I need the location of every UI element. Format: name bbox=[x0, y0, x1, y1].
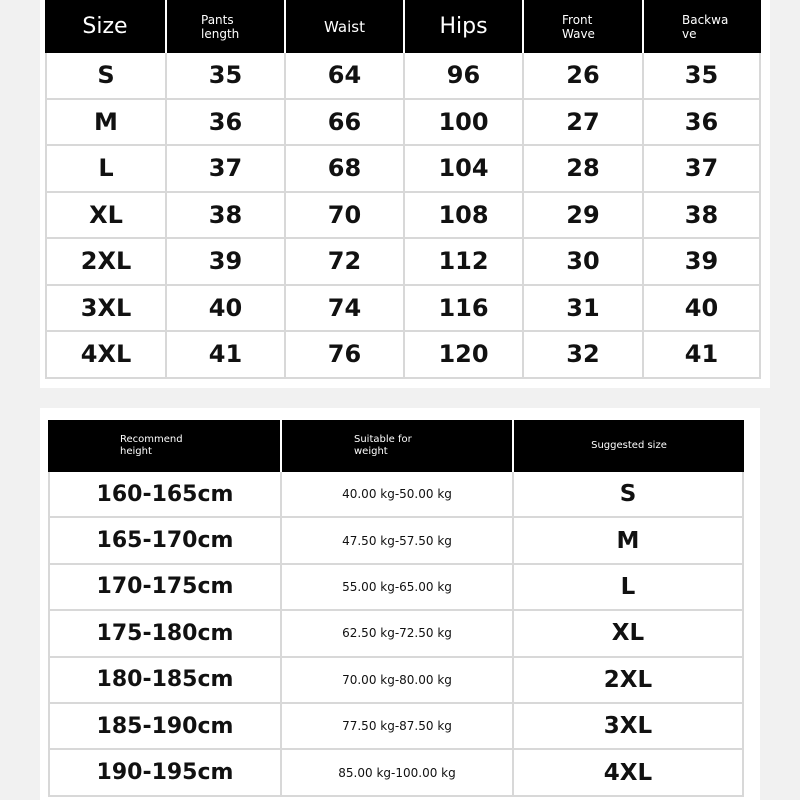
cell-backwave: 35 bbox=[642, 53, 761, 100]
cell-weight: 55.00 kg-65.00 kg bbox=[280, 565, 512, 611]
cell-front-wave: 26 bbox=[522, 53, 642, 100]
cell-pants-length: 40 bbox=[165, 286, 284, 333]
cell-height: 160-165cm bbox=[48, 472, 280, 518]
cell-waist: 68 bbox=[284, 146, 403, 193]
table-row bbox=[48, 658, 744, 704]
cell-waist: 66 bbox=[284, 100, 403, 147]
cell-weight: 85.00 kg-100.00 kg bbox=[280, 750, 512, 796]
header-pants-length bbox=[165, 0, 284, 53]
cell-size: M bbox=[45, 100, 165, 147]
cell-hips: 96 bbox=[403, 53, 522, 100]
cell-pants-length: 39 bbox=[165, 239, 284, 286]
size-chart-header-row bbox=[45, 0, 761, 53]
cell-weight: 77.50 kg-87.50 kg bbox=[280, 704, 512, 750]
cell-front-wave: 30 bbox=[522, 239, 642, 286]
cell-pants-length: 41 bbox=[165, 332, 284, 379]
header-backwave-label: Backwave bbox=[682, 12, 729, 41]
cell-front-wave: 32 bbox=[522, 332, 642, 379]
cell-backwave: 37 bbox=[642, 146, 761, 193]
table-row bbox=[48, 750, 744, 796]
table-row bbox=[48, 472, 744, 518]
size-chart-table bbox=[45, 0, 761, 379]
cell-front-wave: 29 bbox=[522, 193, 642, 240]
table-row bbox=[48, 704, 744, 750]
header-suitable-weight-label: Suitable for weight bbox=[354, 434, 412, 457]
cell-waist: 76 bbox=[284, 332, 403, 379]
cell-size: 3XL bbox=[45, 286, 165, 333]
cell-size: XL bbox=[45, 193, 165, 240]
cell-waist: 72 bbox=[284, 239, 403, 286]
cell-hips: 104 bbox=[403, 146, 522, 193]
cell-pants-length: 35 bbox=[165, 53, 284, 100]
cell-size: 4XL bbox=[45, 332, 165, 379]
table-row bbox=[48, 611, 744, 657]
cell-backwave: 36 bbox=[642, 100, 761, 147]
cell-pants-length: 37 bbox=[165, 146, 284, 193]
cell-height: 180-185cm bbox=[48, 658, 280, 704]
cell-hips: 112 bbox=[403, 239, 522, 286]
cell-hips: 100 bbox=[403, 100, 522, 147]
cell-height: 175-180cm bbox=[48, 611, 280, 657]
header-size: Size bbox=[45, 0, 165, 53]
cell-front-wave: 27 bbox=[522, 100, 642, 147]
table-row bbox=[45, 146, 761, 193]
cell-weight: 40.00 kg-50.00 kg bbox=[280, 472, 512, 518]
cell-backwave: 39 bbox=[642, 239, 761, 286]
cell-suggested-size: XL bbox=[512, 611, 744, 657]
header-suggested-size: Suggested size bbox=[512, 420, 744, 472]
cell-size: L bbox=[45, 146, 165, 193]
header-hips: Hips bbox=[403, 0, 522, 53]
cell-suggested-size: M bbox=[512, 518, 744, 564]
cell-hips: 120 bbox=[403, 332, 522, 379]
cell-pants-length: 36 bbox=[165, 100, 284, 147]
cell-weight: 47.50 kg-57.50 kg bbox=[280, 518, 512, 564]
table-row bbox=[45, 239, 761, 286]
cell-backwave: 38 bbox=[642, 193, 761, 240]
header-front-wave-label: Front Wave bbox=[562, 12, 595, 41]
table-row bbox=[48, 518, 744, 564]
cell-suggested-size: 4XL bbox=[512, 750, 744, 796]
cell-height: 185-190cm bbox=[48, 704, 280, 750]
cell-suggested-size: 2XL bbox=[512, 658, 744, 704]
cell-pants-length: 38 bbox=[165, 193, 284, 240]
table-row bbox=[45, 286, 761, 333]
cell-suggested-size: L bbox=[512, 565, 744, 611]
cell-waist: 70 bbox=[284, 193, 403, 240]
header-front-wave bbox=[522, 0, 642, 53]
table-row bbox=[45, 100, 761, 147]
header-recommend-height-label: Recommend height bbox=[120, 434, 183, 457]
cell-height: 170-175cm bbox=[48, 565, 280, 611]
cell-weight: 70.00 kg-80.00 kg bbox=[280, 658, 512, 704]
cell-waist: 64 bbox=[284, 53, 403, 100]
cell-size: 2XL bbox=[45, 239, 165, 286]
header-backwave bbox=[642, 0, 761, 53]
cell-hips: 108 bbox=[403, 193, 522, 240]
table-row bbox=[48, 565, 744, 611]
recommendation-header-row bbox=[48, 420, 744, 472]
cell-front-wave: 31 bbox=[522, 286, 642, 333]
header-pants-length-label: Pants length bbox=[201, 12, 240, 41]
table-row bbox=[45, 53, 761, 100]
cell-hips: 116 bbox=[403, 286, 522, 333]
recommendation-table bbox=[48, 420, 744, 797]
cell-size: S bbox=[45, 53, 165, 100]
cell-waist: 74 bbox=[284, 286, 403, 333]
table-row bbox=[45, 193, 761, 240]
cell-height: 165-170cm bbox=[48, 518, 280, 564]
header-recommend-height bbox=[48, 420, 280, 472]
cell-weight: 62.50 kg-72.50 kg bbox=[280, 611, 512, 657]
cell-backwave: 40 bbox=[642, 286, 761, 333]
header-suitable-weight bbox=[280, 420, 512, 472]
cell-height: 190-195cm bbox=[48, 750, 280, 796]
cell-backwave: 41 bbox=[642, 332, 761, 379]
cell-front-wave: 28 bbox=[522, 146, 642, 193]
table-row bbox=[45, 332, 761, 379]
cell-suggested-size: S bbox=[512, 472, 744, 518]
header-waist: Waist bbox=[284, 0, 403, 53]
cell-suggested-size: 3XL bbox=[512, 704, 744, 750]
